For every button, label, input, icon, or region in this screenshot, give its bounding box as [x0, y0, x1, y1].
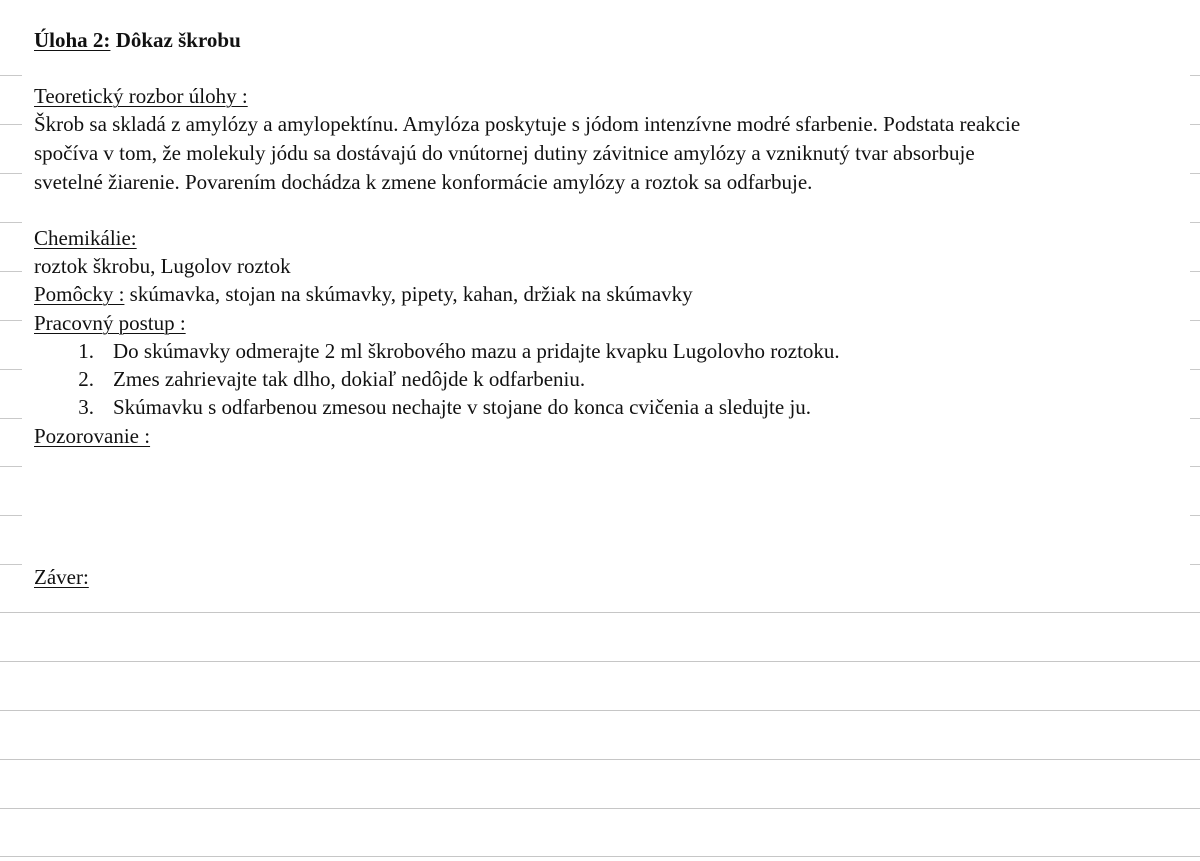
tools-heading: Pomôcky :	[34, 282, 125, 306]
task-title-text: Dôkaz škrobu	[115, 28, 241, 52]
procedure-step-number: 1.	[78, 339, 94, 363]
ruled-line-left	[0, 124, 22, 125]
ruled-line-right	[1190, 222, 1200, 223]
chemicals-text: roztok škrobu, Lugolov roztok	[34, 254, 291, 278]
procedure-step-number: 3.	[78, 395, 94, 419]
ruled-line-full	[0, 612, 1200, 613]
procedure-step-text: Skúmavku s odfarbenou zmesou nechajte v stojane do konca cvičenia a sledujte ju.	[113, 395, 812, 419]
ruled-line-left	[0, 222, 22, 223]
chemicals-heading: Chemikálie:	[34, 226, 137, 250]
procedure-step-text: Do skúmavky odmerajte 2 ml škrobového mazu a pridajte kvapku Lugolovho roztoku.	[113, 339, 840, 363]
conclusion-heading: Záver:	[34, 565, 89, 589]
ruled-line-right	[1190, 369, 1200, 370]
ruled-line-right	[1190, 173, 1200, 174]
ruled-line-left	[0, 173, 22, 174]
ruled-line-left	[0, 369, 22, 370]
ruled-line-left	[0, 320, 22, 321]
ruled-line-right	[1190, 515, 1200, 516]
ruled-line-right	[1190, 320, 1200, 321]
ruled-line-left	[0, 466, 22, 467]
ruled-line-full	[0, 856, 1200, 857]
ruled-line-right	[1190, 418, 1200, 419]
theory-line: spočíva v tom, že molekuly jódu sa dostávajú do vnútornej dutiny závitnice amylózy a vzniknutý tvar absorbuje	[34, 141, 975, 165]
ruled-line-right	[1190, 75, 1200, 76]
procedure-step-number: 2.	[78, 367, 94, 391]
ruled-line-full	[0, 661, 1200, 662]
procedure-heading: Pracovný postup :	[34, 311, 186, 335]
ruled-line-right	[1190, 124, 1200, 125]
observation-heading: Pozorovanie :	[34, 424, 151, 448]
ruled-line-left	[0, 515, 22, 516]
ruled-line-full	[0, 759, 1200, 760]
theory-heading: Teoretický rozbor úlohy :	[34, 84, 248, 108]
ruled-line-right	[1190, 466, 1200, 467]
ruled-line-right	[1190, 271, 1200, 272]
ruled-line-left	[0, 271, 22, 272]
ruled-line-full	[0, 808, 1200, 809]
theory-line: svetelné žiarenie. Povarením dochádza k zmene konformácie amylózy a roztok sa odfarbuje.	[34, 170, 813, 194]
ruled-line-left	[0, 418, 22, 419]
ruled-line-full	[0, 710, 1200, 711]
task-title-label: Úloha 2:	[34, 28, 111, 52]
tools-line	[34, 284, 693, 305]
theory-line: Škrob sa skladá z amylózy a amylopektínu. Amylóza poskytuje s jódom intenzívne modré sfarbenie. Podstata reakcie	[34, 112, 1021, 136]
ruled-line-left	[0, 75, 22, 76]
ruled-line-left	[0, 564, 22, 565]
task-title	[34, 30, 241, 51]
tools-text: skúmavka, stojan na skúmavky, pipety, kahan, držiak na skúmavky	[124, 282, 693, 306]
procedure-step-text: Zmes zahrievajte tak dlho, dokiaľ nedôjde k odfarbeniu.	[113, 367, 586, 391]
ruled-line-right	[1190, 564, 1200, 565]
